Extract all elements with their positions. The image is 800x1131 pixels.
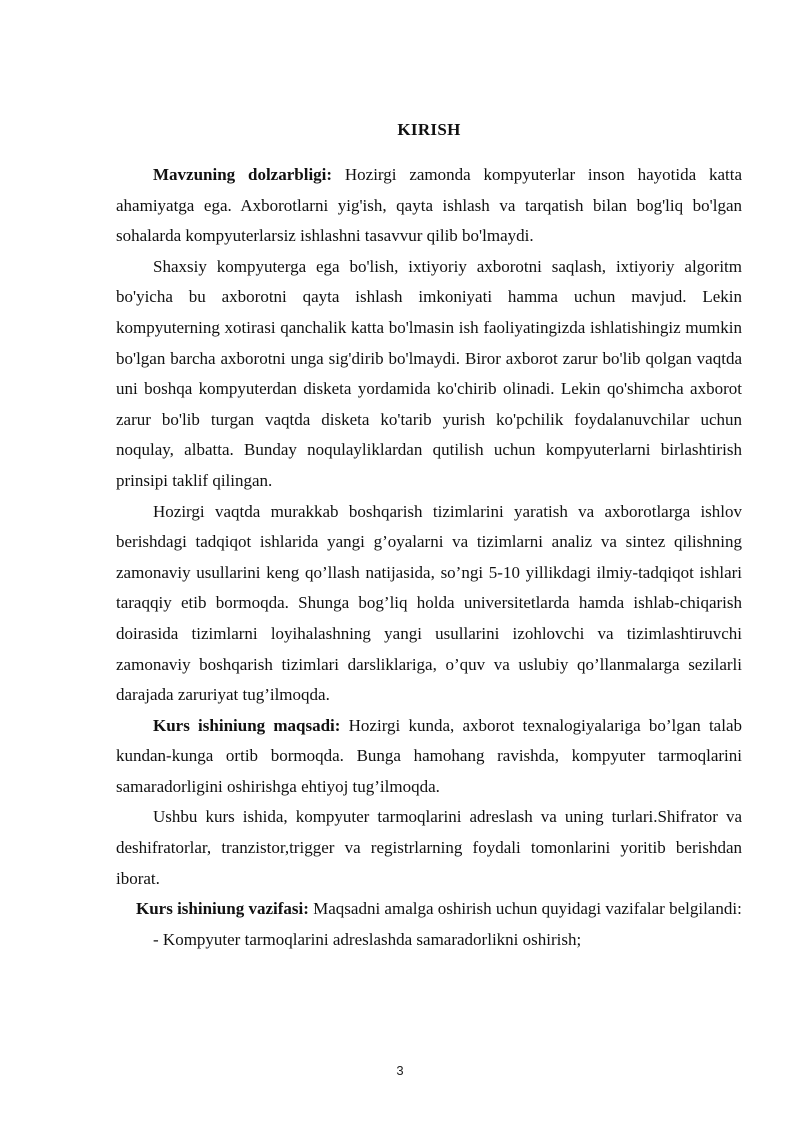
paragraph-tasks: [116, 894, 742, 925]
paragraph-task-item: [116, 925, 742, 956]
paragraph-text-goal: Hozirgi kunda, axborot texnalogiyalariga bo’lgan talab kundan-kunga ortib bormoqda. Bunga hamohang ravishda, kompyuter tarmoqlarini samaradorligini oshirishga ehtiyoj tug’ilmoqda.: [116, 715, 742, 796]
paragraph-modern-methods: [116, 497, 742, 711]
paragraph-text-personal-computer: Shaxsiy kompyuterga ega bo'lish, ixtiyoriy axborotni saqlash, ixtiyoriy algoritm bo'yicha bu axborotni qayta ishlash imkoniyati hamma uchun mavjud. Lekin kompyuterning xotirasi qanchalik katta bo'lmasin ish faoliyatingizda ishlatishingiz mumkin bo'lgan barcha axborotni unga sig'dirib bo'lmaydi. Biror axborot zarur bo'lib qolgan vaqtda uni boshqa kompyuterdan disketa yordamida ko'chirib olinadi. Lekin qo'shimcha axborot zarur bo'lib turgan vaqtda disketa ko'tarib yurish ko'pchilik foydalanuvchilar uchun noqulay, albatta. Bunday noqulayliklardan qutilish uchun kompyuterlarni birlashtirish prinsipi taklif qilingan.: [116, 256, 742, 490]
paragraph-lead-tasks: Kurs ishiniung vazifasi:: [136, 899, 309, 919]
document-body: [116, 160, 742, 955]
paragraph-text-modern-methods: Hozirgi vaqtda murakkab boshqarish tizimlarini yaratish va axborotlarga ishlov berishdagi tadqiqot ishlarida yangi g’oyalarni va tizimlarni analiz va sintez qilishning zamonaviy usullarini keng qo’llash natijasida, so’ngi 5-10 yillikdagi ilmiy-tadqiqot ishlari taraqqiy etib bormoqda. Shunga bog’liq holda universitetlarda hamda ishlab-chiqarish doirasida tizimlarni loyihalashning yangi usullarini izohlovchi va tizimlashtiruvchi zamonaviy boshqarish tizimlari darsliklariga, o’quv va uslubiy qo’llanmalarga sezilarli darajada zaruriyat tug’ilmoqda.: [116, 501, 742, 705]
paragraph-text-task-item: - Kompyuter tarmoqlarini adreslashda samaradorlikni oshirish;: [153, 929, 582, 949]
paragraph-goal: [116, 711, 742, 803]
paragraph-text-relevance: Hozirgi zamonda kompyuterlar inson hayotida katta ahamiyatga ega. Axborotlarni yig'ish, qayta ishlash va tarqatish bilan bog'liq bo'lgan sohalarda kompyuterlarsiz ishlashni tasavvur qilib bo'lmaydi.: [116, 165, 742, 246]
paragraph-personal-computer: [116, 252, 742, 497]
paragraph-lead-relevance: Mavzuning dolzarbligi:: [153, 165, 333, 184]
paragraph-text-scope: Ushbu kurs ishida, kompyuter tarmoqlarini adreslash va uning turlari.Shifrator va deshifratorlar, tranzistor,trigger va registrlarning foydali tomonlarini yoritib berishdan iborat.: [116, 807, 742, 888]
paragraph-relevance: [116, 160, 742, 252]
paragraph-text-tasks: Maqsadni amalga oshirish uchun quyidagi vazifalar belgilandi:: [308, 899, 742, 919]
paragraph-scope: [116, 802, 742, 894]
page-number: 3: [396, 1063, 404, 1078]
section-title: KIRISH: [397, 120, 461, 139]
paragraph-lead-goal: Kurs ishiniung maqsadi:: [153, 715, 341, 735]
